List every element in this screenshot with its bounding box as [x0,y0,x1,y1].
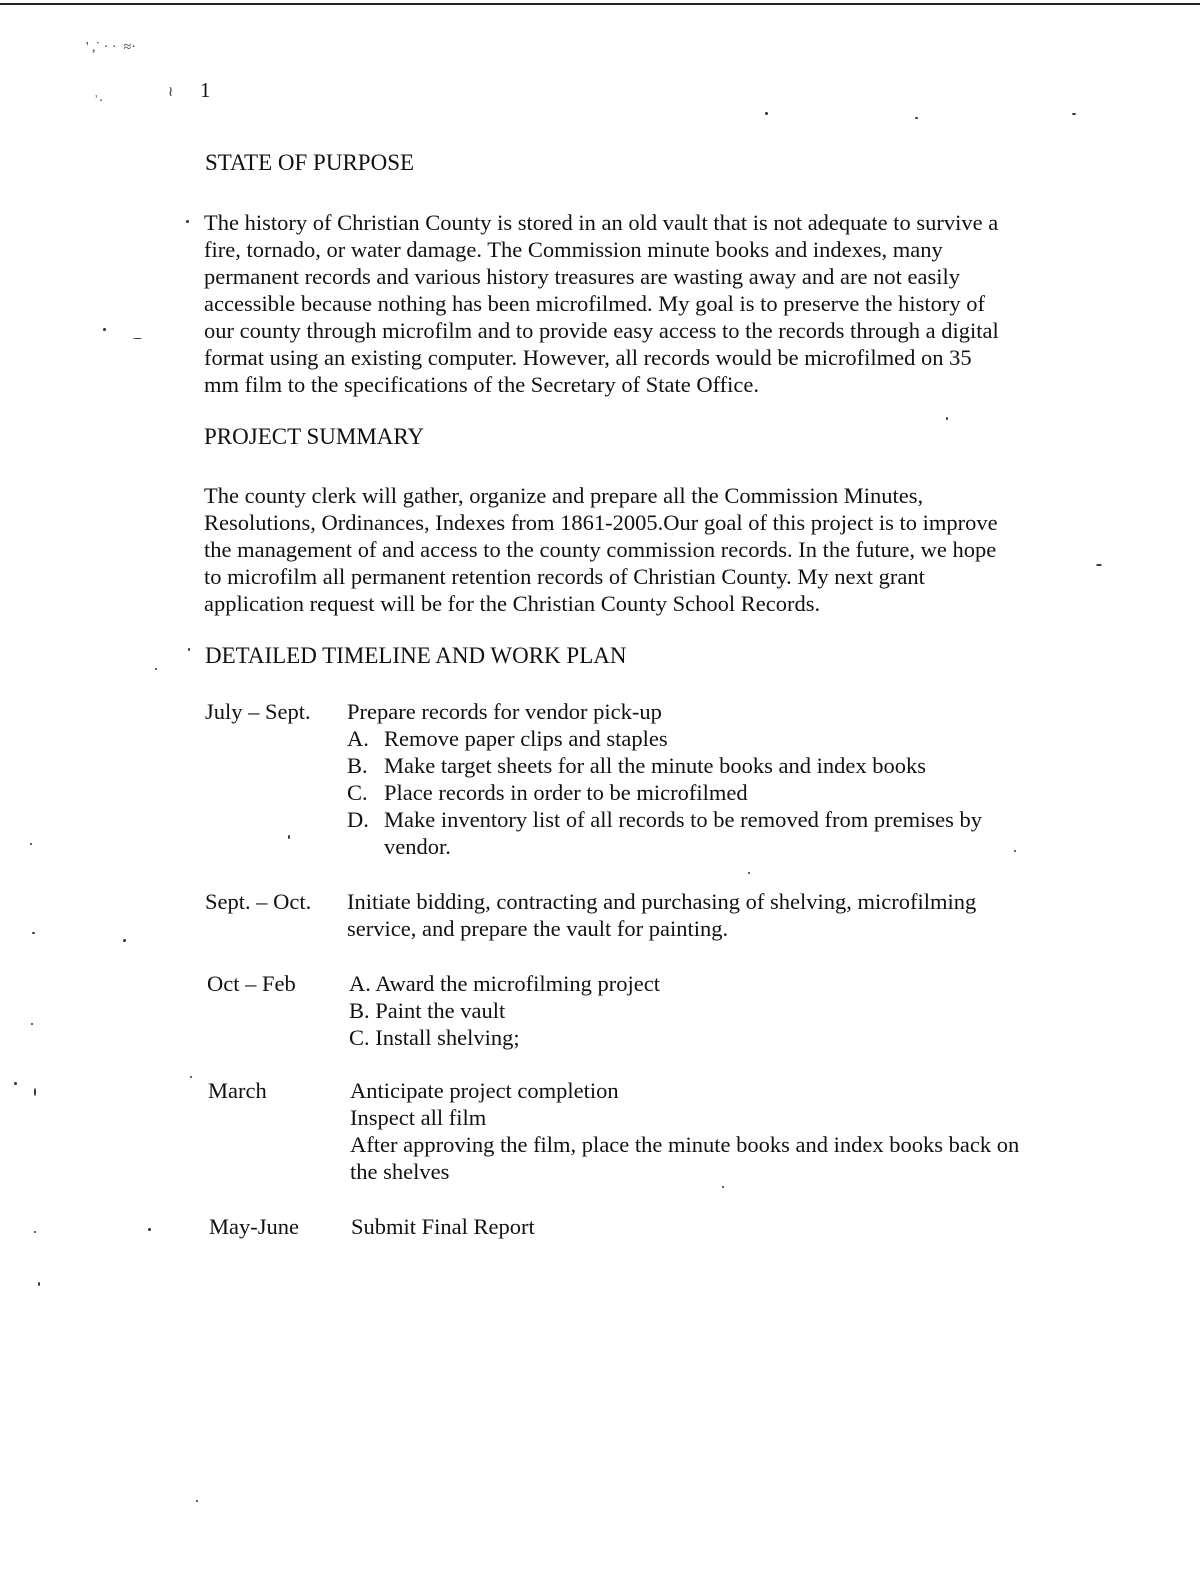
subitem-text: Remove paper clips and staples [384,726,668,751]
scan-speck [32,932,35,934]
task-line: C. Install shelving; [349,1025,520,1050]
scan-speck: ≀ [168,85,174,100]
subitem-letter: B. [347,753,368,778]
timeline-task [350,1077,1070,1185]
timeline-task [347,888,1067,942]
scan-speck [31,1023,33,1025]
scan-speck [186,220,189,223]
purpose-heading: STATE OF PURPOSE [205,150,415,175]
purpose-paragraph [204,209,1064,398]
scan-speck [1072,113,1076,115]
paragraph-line: the management of and access to the county commission records. In the future, we hope [204,537,997,562]
scan-speck [748,872,750,874]
scan-speck [946,417,948,420]
paragraph-line: permanent records and various history treasures are wasting away and are not easily [204,264,960,289]
subitem-letter: C. [347,780,368,805]
subitem-text: Place records in order to be microfilmed [384,780,748,805]
summary-heading: PROJECT SUMMARY [204,424,425,449]
task-title: Prepare records for vendor pick-up [347,699,662,724]
scan-speck [190,1076,192,1078]
scan-speck [123,939,126,942]
scan-speck [34,1231,36,1233]
task-subitem [347,806,1067,860]
subitem-text: Make target sheets for all the minute books and index books [384,753,926,778]
scan-speck [288,835,290,839]
scan-speck [915,117,918,119]
scan-speck [30,843,32,845]
timeline-task [351,1213,1071,1240]
timeline-task [349,970,1069,1051]
subitem-text: Make inventory list of all records to be removed from premises by [384,807,982,832]
paragraph-line: Resolutions, Ordinances, Indexes from 1861-2005.Our goal of this project is to improve [204,510,998,535]
paragraph-line: our county through microfilm and to provide easy access to the records through a digital [204,318,999,343]
scan-speck [196,1500,198,1502]
top-scan-border [0,3,1200,5]
task-line: Inspect all film [350,1105,487,1130]
task-line: After approving the film, place the minute books and index books back on [350,1132,1020,1157]
timeline-heading: DETAILED TIMELINE AND WORK PLAN [205,643,627,668]
task-line: B. Paint the vault [349,998,506,1023]
task-line: Initiate bidding, contracting and purchasing of shelving, microfilming [347,889,977,914]
scan-speck [14,1082,17,1085]
task-subitem [347,725,1067,752]
scan-speck [722,1186,724,1188]
scan-speck [133,338,142,339]
paragraph-line: accessible because nothing has been microfilmed. My goal is to preserve the history of [204,291,986,316]
paragraph-line: mm film to the specifications of the Secretary of State Office. [204,372,760,397]
paragraph-line: fire, tornado, or water damage. The Commission minute books and indexes, many [204,237,943,262]
subitem-letter: D. [347,807,369,832]
scan-speck [34,1088,36,1096]
task-subitem [347,779,1067,806]
scan-speck [188,648,190,651]
paragraph-line: format using an existing computer. However, all records would be microfilmed on 35 [204,345,972,370]
paragraph-line: The county clerk will gather, organize and prepare all the Commission Minutes, [204,483,924,508]
scan-speck [148,1228,151,1231]
timeline-task [347,698,1067,860]
task-line: service, and prepare the vault for painting. [347,916,729,941]
timeline-date: July – Sept. [205,699,311,724]
task-line: A. Award the microfilming project [349,971,660,996]
paragraph-line: application request will be for the Christian County School Records. [204,591,821,616]
timeline-date: Oct – Feb [207,971,296,996]
task-line: Submit Final Report [351,1214,535,1239]
task-subitem [347,752,1067,779]
timeline-date: May-June [209,1214,299,1239]
timeline-date: Sept. – Oct. [205,889,312,914]
summary-paragraph [204,482,1064,617]
paragraph-line: The history of Christian County is stored in an old vault that is not adequate to survive a [204,210,999,235]
subitem-continuation: vendor. [384,834,451,859]
page-number: 1 [200,78,211,102]
scan-speck [1096,564,1102,566]
scan-speck [765,112,768,115]
scan-speck: ' ,˙ · · ≈· [86,40,136,55]
scan-speck [38,1282,40,1286]
scan-speck: ʾ· [94,94,104,109]
task-line: the shelves [350,1159,450,1184]
paragraph-line: to microfilm all permanent retention records of Christian County. My next grant [204,564,925,589]
scan-speck [103,328,106,331]
scan-speck [155,668,157,670]
subitem-letter: A. [347,726,369,751]
task-line: Anticipate project completion [350,1078,619,1103]
timeline-date: March [208,1078,267,1103]
